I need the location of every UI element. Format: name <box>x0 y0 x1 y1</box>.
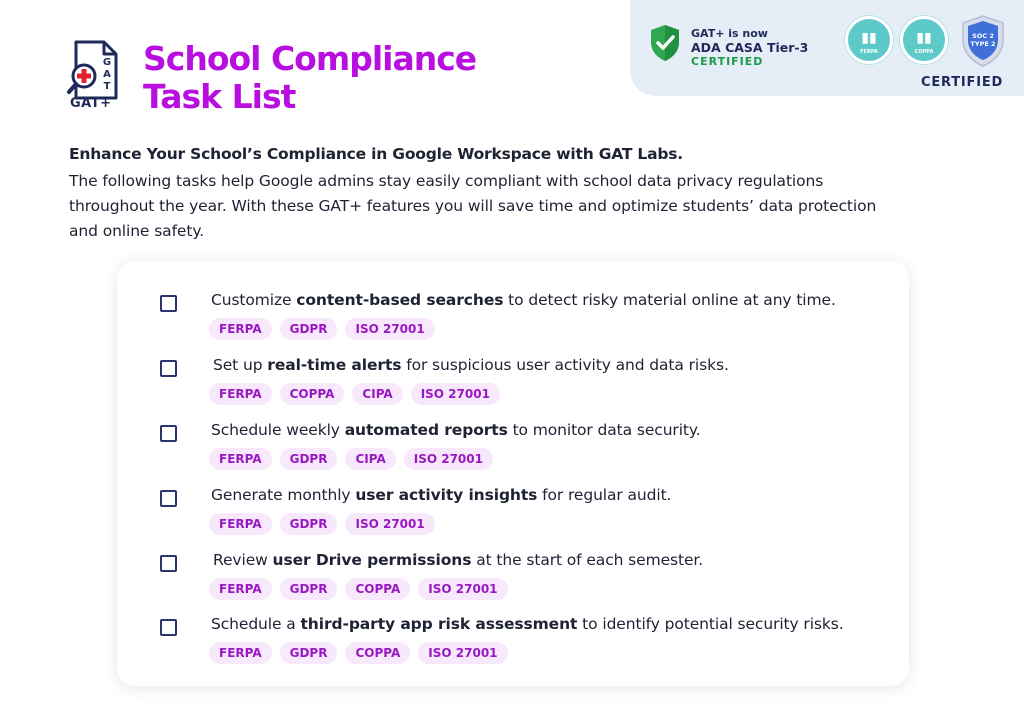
svg-text:G: G <box>102 57 112 68</box>
task-text: Set up real-time alerts for suspicious user activity and data risks. <box>213 356 729 374</box>
page-title <box>143 40 563 116</box>
task-list-card <box>117 261 909 686</box>
certified-label: CERTIFIED <box>921 75 1004 90</box>
cert-line-2: ADA CASA Tier-3 <box>691 40 809 55</box>
title-line-2: Task List <box>143 77 296 116</box>
task-item <box>117 486 909 542</box>
compliance-tag: COPPA <box>280 383 345 405</box>
task-text: Customize content-based searches to detect risky material online at any time. <box>211 291 836 309</box>
task-checkbox[interactable] <box>160 555 177 572</box>
svg-text:A: A <box>103 69 111 80</box>
task-tags <box>209 578 508 600</box>
shield-check-icon <box>649 24 681 62</box>
svg-text:TYPE 2: TYPE 2 <box>970 40 996 48</box>
svg-text:T: T <box>103 81 111 92</box>
compliance-tag: GDPR <box>280 448 338 470</box>
compliance-tag: FERPA <box>209 383 272 405</box>
task-text: Schedule a third-party app risk assessment to identify potential security risks. <box>211 615 844 633</box>
task-text: Schedule weekly automated reports to monitor data security. <box>211 421 701 439</box>
ferpa-badge-icon: ▮▮ FERPA <box>845 16 893 64</box>
task-tags <box>209 642 508 664</box>
intro-heading: Enhance Your School’s Compliance in Google Workspace with GAT Labs. <box>69 145 683 163</box>
compliance-tag: COPPA <box>345 578 410 600</box>
compliance-tag: GDPR <box>280 642 338 664</box>
task-checkbox[interactable] <box>160 295 177 312</box>
intro-body: The following tasks help Google admins stay easily compliant with school data privacy regulations throughout the year. With these GAT+ features you will save time and optimize students’ data protection and online safety. <box>69 172 877 240</box>
task-item <box>117 551 909 607</box>
task-checkbox[interactable] <box>160 425 177 442</box>
task-tags <box>209 513 435 535</box>
compliance-tag: CIPA <box>345 448 395 470</box>
task-tags <box>209 448 493 470</box>
compliance-tag: CIPA <box>352 383 402 405</box>
task-item <box>117 615 909 671</box>
task-checkbox[interactable] <box>160 360 177 377</box>
compliance-tag: ISO 27001 <box>418 578 507 600</box>
soc2-shield-icon <box>960 14 1006 68</box>
compliance-tag: FERPA <box>209 513 272 535</box>
task-tags <box>209 383 500 405</box>
task-text: Generate monthly user activity insights for regular audit. <box>211 486 672 504</box>
task-item <box>117 356 909 412</box>
compliance-tag: GDPR <box>280 318 338 340</box>
cert-line-1: GAT+ is now <box>691 27 768 40</box>
compliance-tag: ISO 27001 <box>345 513 434 535</box>
compliance-tag: ISO 27001 <box>418 642 507 664</box>
task-item <box>117 421 909 477</box>
compliance-tag: FERPA <box>209 578 272 600</box>
compliance-tag: FERPA <box>209 642 272 664</box>
compliance-tag: FERPA <box>209 448 272 470</box>
compliance-tag: FERPA <box>209 318 272 340</box>
compliance-tag: ISO 27001 <box>411 383 500 405</box>
coppa-badge-icon: ▮▮ COPPA <box>900 16 948 64</box>
compliance-tag: GDPR <box>280 578 338 600</box>
svg-text:SOC 2: SOC 2 <box>972 32 994 40</box>
compliance-tag: GDPR <box>280 513 338 535</box>
task-checkbox[interactable] <box>160 490 177 507</box>
logo-wordmark: GAT+ <box>70 96 112 111</box>
certification-banner <box>630 0 1024 96</box>
title-line-1: School Compliance <box>143 39 477 78</box>
compliance-tag: COPPA <box>345 642 410 664</box>
task-item <box>117 291 909 347</box>
task-checkbox[interactable] <box>160 619 177 636</box>
compliance-tag: ISO 27001 <box>404 448 493 470</box>
compliance-tag: ISO 27001 <box>345 318 434 340</box>
task-text: Review user Drive permissions at the start of each semester. <box>213 551 704 569</box>
cert-line-3: CERTIFIED <box>691 55 764 68</box>
task-tags <box>209 318 435 340</box>
